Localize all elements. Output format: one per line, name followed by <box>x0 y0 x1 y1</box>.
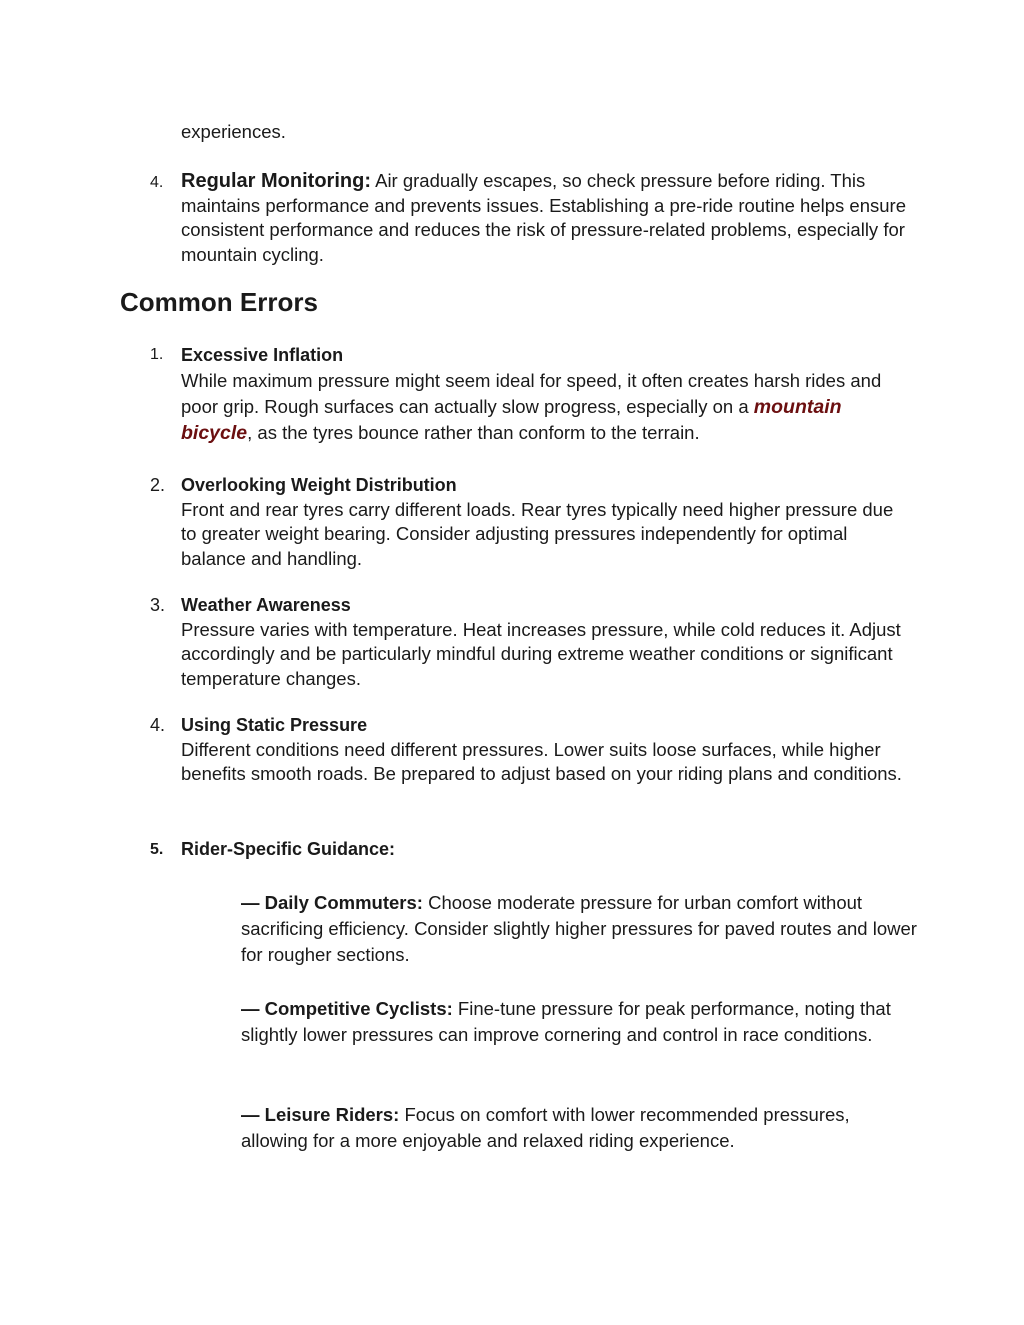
list-item-title: Regular Monitoring: <box>181 170 371 192</box>
intro-tail: experiences. <box>181 121 286 142</box>
guidance-daily-commuters <box>241 890 921 968</box>
list-item-text <box>181 342 911 446</box>
list-item-body: Air gradually escapes, so check pressure before riding. This maintains performance and prevents issues. Establishing a pre-ride routine helps ensure consistent performance and reduces the risk of pressure-related problems, especially for mountain cycling. <box>181 170 906 265</box>
body-text: , as the tyres bounce rather than conform to the terrain. <box>247 422 700 443</box>
list-item-text <box>181 713 911 787</box>
guidance-title: — Daily Commuters: <box>241 892 423 913</box>
list-number: 4. <box>150 715 166 735</box>
guidance-leisure-riders <box>241 1102 921 1154</box>
intro-text <box>181 120 911 145</box>
guidance-body: Choose moderate pressure for urban comfort without sacrificing efficiency. Consider slightly higher pressures for paved routes and lower for rougher sections. <box>241 892 917 965</box>
list-item-body <box>181 368 911 446</box>
list-number: 2. <box>150 475 166 495</box>
list-number: 3. <box>150 595 166 615</box>
list-item-text <box>181 473 911 571</box>
list-number: 5. <box>150 841 164 858</box>
list-number: 4. <box>150 174 164 191</box>
guidance-competitive-cyclists <box>241 996 921 1048</box>
list-item-body: Front and rear tyres carry different loads. Rear tyres typically need higher pressure due to greater weight bearing. Consider adjusting pressures independently for optimal balance and handling. <box>181 498 894 569</box>
list-item-text <box>181 837 911 862</box>
list-item-title: Excessive Inflation <box>181 345 344 365</box>
list-item-text <box>181 593 911 691</box>
list-number: 1. <box>150 346 164 363</box>
section-heading: Common Errors <box>120 287 318 317</box>
mountain-bicycle-link[interactable]: mountain bicycle <box>181 396 842 444</box>
guidance-title: — Leisure Riders: <box>241 1104 400 1125</box>
guidance-title: — Competitive Cyclists: <box>241 998 453 1019</box>
list-item-title: Overlooking Weight Distribution <box>181 475 457 495</box>
list-item-body: Different conditions need different pressures. Lower suits loose surfaces, while higher benefits smooth roads. Be prepared to adjust based on your riding plans and conditions. <box>181 738 902 784</box>
list-item-title: Weather Awareness <box>181 595 351 615</box>
list-item-title: Using Static Pressure <box>181 715 368 735</box>
list-item-body: Pressure varies with temperature. Heat increases pressure, while cold reduces it. Adjust accordingly and be particularly mindful during extreme weather conditions or significant temperature changes. <box>181 618 901 689</box>
list-item-title: Rider-Specific Guidance: <box>181 839 396 859</box>
guidance-body: Focus on comfort with lower recommended pressures, allowing for a more enjoyable and relaxed riding experience. <box>241 1104 850 1151</box>
list-item-text <box>181 169 911 267</box>
body-text: While maximum pressure might seem ideal for speed, it often creates harsh rides and poor grip. Rough surfaces can actually slow progress, especially on a <box>181 370 882 417</box>
guidance-body: Fine-tune pressure for peak performance, noting that slightly lower pressures can improve cornering and control in race conditions. <box>241 998 891 1045</box>
